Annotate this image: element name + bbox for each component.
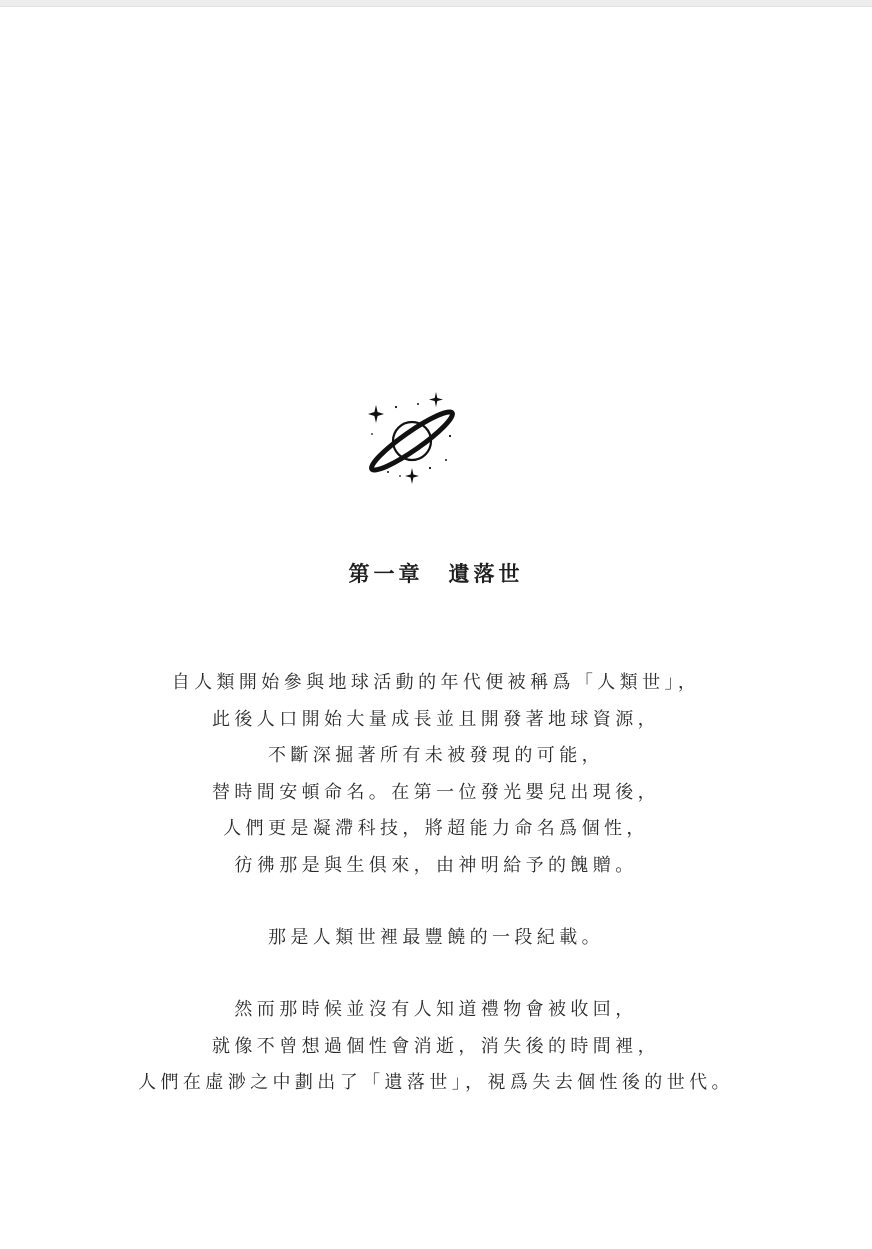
- text-line: 此後人口開始大量成長並且開發著地球資源，: [212, 708, 660, 730]
- paragraph-3: [0, 992, 872, 1102]
- text-line: 那是人類世裡最豐饒的一段紀載。: [268, 927, 604, 948]
- chapter-number: 第一章: [348, 561, 424, 586]
- text-line: 人們在虛渺之中劃出了「遺落世」，視爲失去個性後的世代。: [138, 1072, 734, 1093]
- viewer-top-edge: [0, 0, 872, 7]
- paragraph-1: [0, 665, 872, 884]
- planet-with-stars-icon: [360, 390, 464, 490]
- text-line: 自人類開始參與地球活動的年代便被稱爲「人類世」，: [171, 672, 701, 693]
- chapter-heading: [0, 558, 872, 588]
- text-line: 就像不曾想過個性會消逝，消失後的時間裡，: [212, 1035, 660, 1057]
- text-line: 然而那時候並沒有人知道禮物會被收回，: [234, 999, 638, 1020]
- paragraph-2: [0, 920, 872, 957]
- text-line: 替時間安頓命名。在第一位發光嬰兒出現後，: [212, 781, 660, 803]
- chapter-title: 遺落世: [448, 561, 524, 586]
- text-line: 不斷深掘著所有未被發現的可能，: [268, 745, 604, 766]
- text-line: 彷彿那是與生俱來，由神明給予的餽贈。: [234, 854, 638, 876]
- text-line: 人們更是凝滯科技，將超能力命名爲個性，: [223, 818, 649, 839]
